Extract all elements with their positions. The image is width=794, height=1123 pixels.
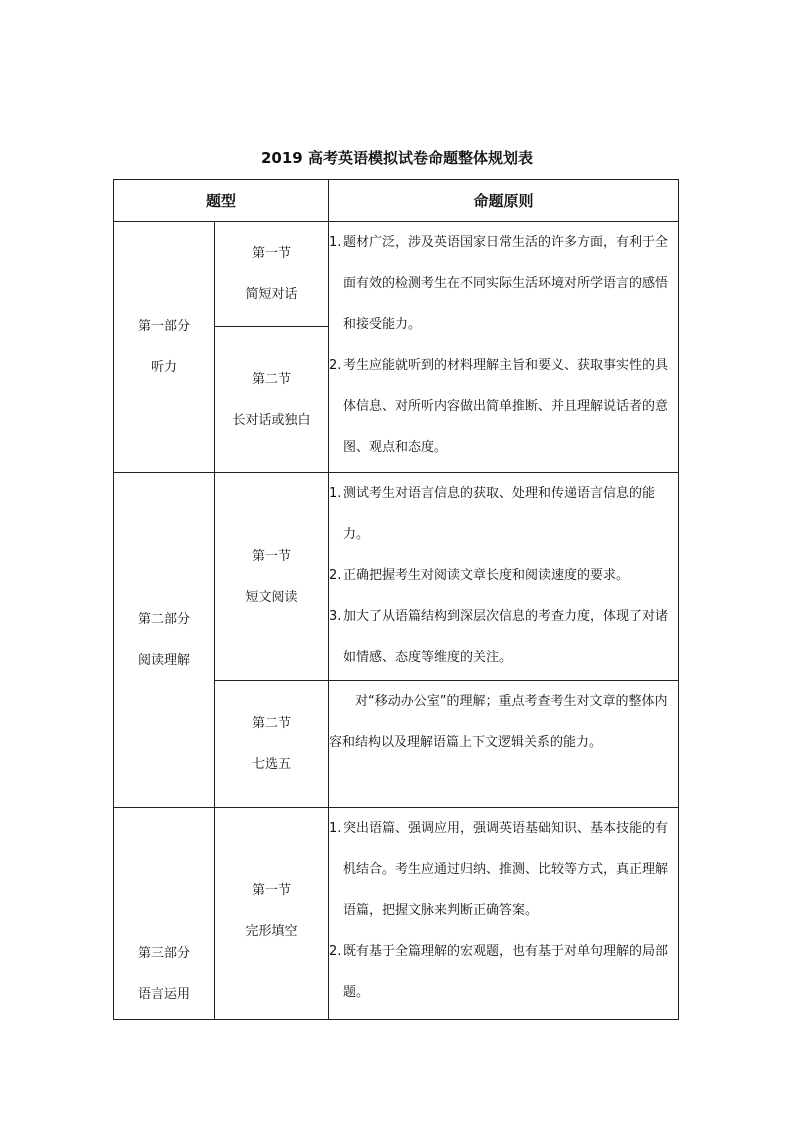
section-cell xyxy=(215,808,329,1020)
section-cell xyxy=(215,327,329,473)
principle-item xyxy=(329,555,678,596)
header-principle: 命题原则 xyxy=(329,180,679,222)
principle-paragraph: 对“移动办公室”的理解；重点考查考生对文章的整体内容和结构以及理解语篇上下文逻辑关系的能力。 xyxy=(329,694,668,750)
principle-item xyxy=(329,473,678,555)
principle-item xyxy=(329,808,678,931)
principle-num: 1. xyxy=(329,821,342,836)
part-cell xyxy=(114,808,215,1020)
part-name: 第一部分 xyxy=(137,319,190,334)
table-header-row xyxy=(114,180,679,222)
section-label: 第一节 xyxy=(252,246,292,261)
principle-text: 突出语篇、强调应用，强调英语基础知识、基本技能的有机结合。考生应通过归纳、推测、比较等方式，真正理解语篇，把握文脉来判断正确答案。 xyxy=(343,821,669,918)
part-name: 第二部分 xyxy=(137,612,190,627)
principle-cell xyxy=(329,681,679,808)
principle-num: 2. xyxy=(329,568,342,583)
page-title: 2019 高考英语模拟试卷命题整体规划表 xyxy=(261,149,533,167)
principle-cell xyxy=(329,808,679,1020)
principle-item xyxy=(329,596,678,678)
principle-num: 2. xyxy=(329,358,342,373)
part-cell xyxy=(114,473,215,808)
section-name: 简短对话 xyxy=(245,287,298,302)
principle-text: 加大了从语篇结构到深层次信息的考查力度，体现了对诸如情感、态度等维度的关注。 xyxy=(343,609,669,665)
principle-cell xyxy=(329,222,679,473)
section-name: 长对话或独白 xyxy=(232,412,311,428)
table-row xyxy=(114,808,679,1020)
principle-item xyxy=(329,222,678,345)
principle-num: 2. xyxy=(329,944,342,959)
principle-item xyxy=(329,931,678,1013)
principle-text: 测试考生对语言信息的获取、处理和传递语言信息的能力。 xyxy=(343,486,656,542)
table-row xyxy=(114,222,679,327)
principle-num: 1. xyxy=(329,486,342,501)
section-name: 短文阅读 xyxy=(245,589,298,605)
section-label: 第二节 xyxy=(252,371,292,387)
principle-cell xyxy=(329,473,679,681)
principle-text: 既有基于全篇理解的宏观题，也有基于对单句理解的局部题。 xyxy=(343,944,669,1000)
principle-text: 题材广泛，涉及英语国家日常生活的许多方面，有利于全面有效的检测考生在不同实际生活环境对所学语言的感悟和接受能力。 xyxy=(343,235,669,332)
section-cell xyxy=(215,222,329,327)
table-row xyxy=(114,473,679,681)
part-skill: 语言运用 xyxy=(137,987,190,1002)
section-cell xyxy=(215,473,329,681)
principle-num: 1. xyxy=(329,235,342,250)
principle-item xyxy=(329,345,678,468)
part-cell xyxy=(114,222,215,473)
principle-num: 3. xyxy=(329,609,342,624)
principle-text: 正确把握考生对阅读文章长度和阅读速度的要求。 xyxy=(343,568,630,583)
section-label: 第二节 xyxy=(252,716,292,731)
section-label: 第一节 xyxy=(252,548,292,564)
section-label: 第一节 xyxy=(252,883,292,898)
plan-table xyxy=(113,179,679,1020)
part-skill: 听力 xyxy=(150,360,177,375)
header-question-type: 题型 xyxy=(114,180,329,222)
part-skill: 阅读理解 xyxy=(137,653,190,668)
section-name: 七选五 xyxy=(252,757,292,772)
part-name: 第三部分 xyxy=(137,946,190,961)
section-name: 完形填空 xyxy=(245,924,298,939)
section-cell xyxy=(215,681,329,808)
principle-text: 考生应能就听到的材料理解主旨和要义、获取事实性的具体信息、对所听内容做出简单推断、并且理解说话者的意图、观点和态度。 xyxy=(343,358,669,455)
